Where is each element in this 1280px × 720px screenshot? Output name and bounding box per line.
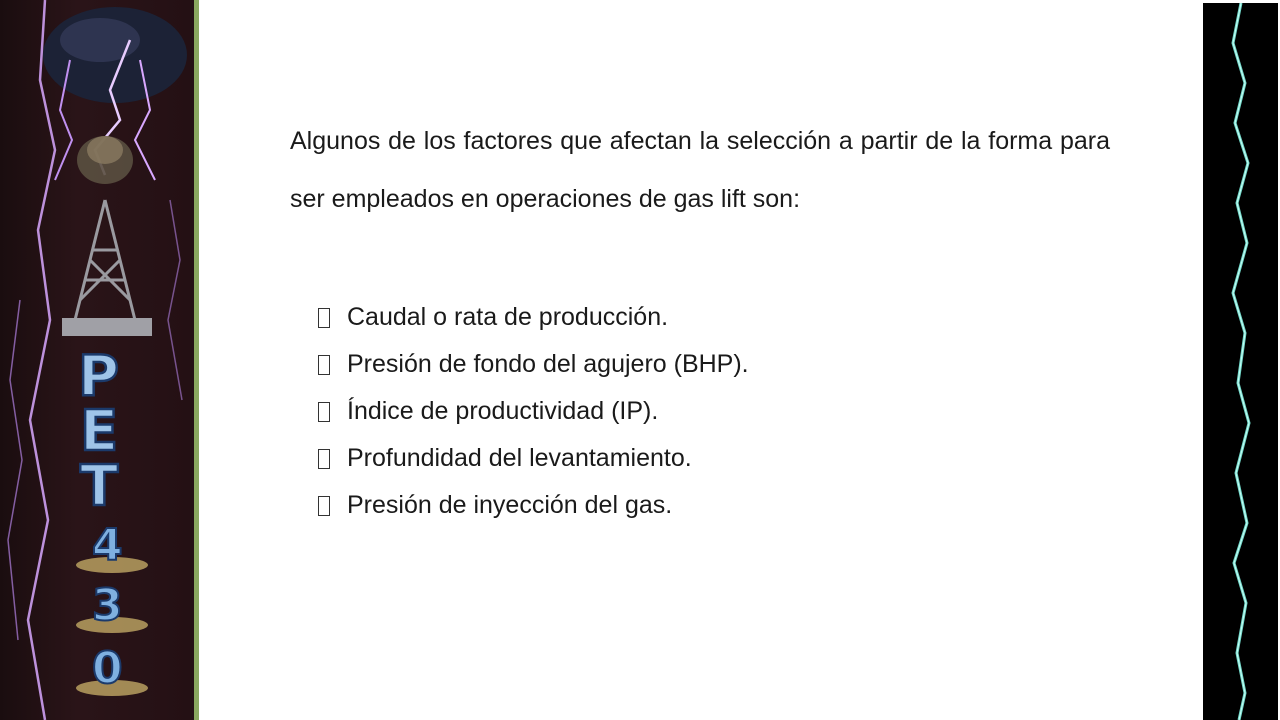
oil-derrick-icon xyxy=(75,200,135,320)
lightning-derrick-graphic xyxy=(0,0,194,720)
right-lightning-strip xyxy=(1203,3,1278,720)
square-bullet-icon xyxy=(318,355,330,375)
list-item-text: Presión de fondo del agujero (BHP). xyxy=(347,350,749,378)
square-bullet-icon xyxy=(318,402,330,422)
teal-lightning-icon xyxy=(1203,3,1278,720)
left-decorative-panel xyxy=(0,0,194,720)
list-item-text: Profundidad del levantamiento. xyxy=(347,444,692,472)
logo-digit-4: 4 xyxy=(92,520,123,571)
list-item-text: Caudal o rata de producción. xyxy=(347,303,669,331)
list-item-text: Índice de productividad (IP). xyxy=(347,397,659,425)
logo-letter-t: T xyxy=(80,454,119,519)
list-item xyxy=(318,294,749,341)
list-item xyxy=(318,341,749,388)
square-bullet-icon xyxy=(318,496,330,516)
list-item xyxy=(318,482,749,529)
intro-paragraph: Algunos de los factores que afectan la selección a partir de la forma para ser empleados en operaciones de gas lift son: xyxy=(290,127,1110,213)
factors-list xyxy=(318,294,749,529)
logo-letter-p: P xyxy=(78,344,120,409)
list-item xyxy=(318,388,749,435)
square-bullet-icon xyxy=(318,308,330,328)
list-item xyxy=(318,435,749,482)
left-panel-border xyxy=(194,0,199,720)
square-bullet-icon xyxy=(318,449,330,469)
logo-letter-e: E xyxy=(80,399,119,464)
logo-digit-0: 0 xyxy=(92,643,123,694)
list-item-text: Presión de inyección del gas. xyxy=(347,491,673,519)
logo-digit-3: 3 xyxy=(92,580,123,631)
